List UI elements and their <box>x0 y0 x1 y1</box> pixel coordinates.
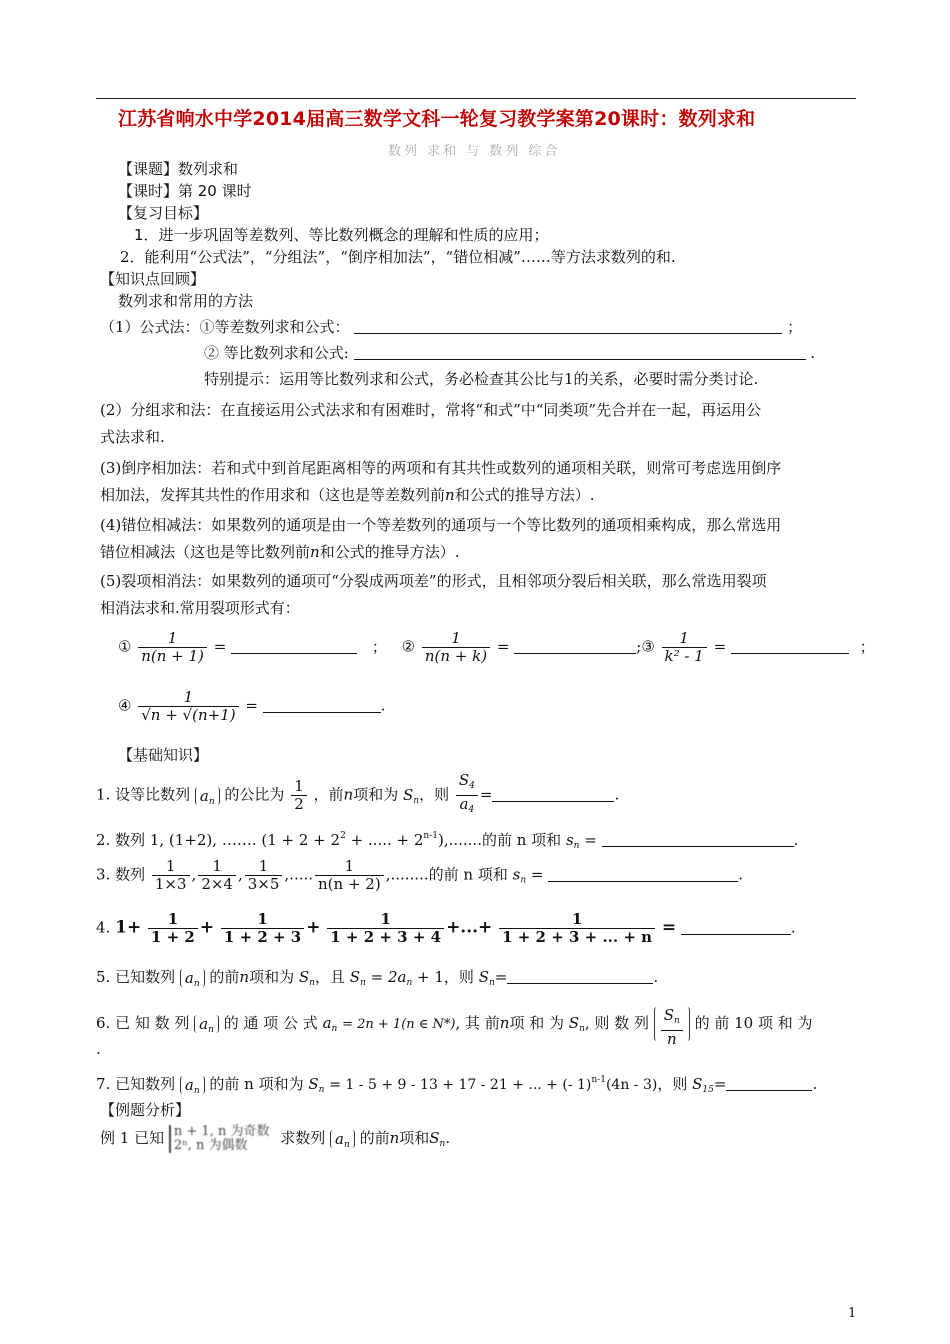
piecewise-definition <box>169 1125 270 1153</box>
circled-1: ① <box>118 637 132 656</box>
question-3: 3. 数列 $\frac{1}{1\times 3}$ , $\frac{1}{2\times 4}$ , $\frac{1}{3\times 5}$ ,..... $\frac{1}{n(n + 2)}$ ,........的前 n 项和 $s_n$ = . <box>96 857 744 893</box>
subscript: n <box>208 1025 214 1035</box>
page-number: 1 <box>848 1306 857 1321</box>
frac-den: 1 + 2 + 3 + 4 <box>330 928 442 946</box>
frac-den: n <box>666 1030 677 1048</box>
question-2 <box>96 829 798 851</box>
formula: = 2n + 1(n ∈ N*) <box>342 1017 456 1032</box>
S-letter: S <box>308 1075 319 1093</box>
frac-den: 2 <box>294 795 304 813</box>
ex1-text-d: 项和 <box>399 1129 430 1147</box>
sequence-brace <box>654 1006 690 1048</box>
subscript: n <box>579 1024 585 1034</box>
frac-num: 1 <box>221 911 304 929</box>
seq-a: a <box>184 969 194 987</box>
q3-text-b: ,........的前 n 项和 <box>385 865 508 884</box>
semicolon: ； <box>371 637 387 656</box>
q5-text-e: ，则 <box>443 968 474 986</box>
var-n: n <box>389 1129 400 1147</box>
q1-text-d: 项和为 <box>353 785 399 804</box>
method-3-line-1: (3)倒序相加法：若和式中到首尾距离相等的两项和有其共性或数列的通项相关联，则常可考虑选用倒序 <box>100 459 782 477</box>
var-n: n <box>310 543 320 561</box>
sequence-brace <box>195 787 220 805</box>
topic-line: 【课题】数列求和 <box>118 160 239 178</box>
fraction <box>152 858 190 893</box>
page-title: 江苏省响水中学2014届高三数学文科一轮复习教学案第20课时：数列求和 <box>118 108 756 130</box>
equals: = <box>494 968 508 986</box>
review-heading: 【知识点回顾】 <box>100 270 206 288</box>
subscript: 4 <box>468 805 475 815</box>
q7-text-c: ，则 <box>657 1075 688 1093</box>
q3-text-a: 3. 数列 <box>96 865 146 884</box>
var-n: n <box>499 1014 510 1032</box>
plus: + <box>306 917 321 938</box>
seq-a: a <box>184 1076 194 1094</box>
question-6-tail: . <box>96 1040 101 1058</box>
ex1-text-b: 求数列 <box>280 1129 326 1147</box>
subscript: n <box>439 1139 446 1149</box>
goals-heading: 【复习目标】 <box>118 204 209 222</box>
subscript: n <box>360 978 366 988</box>
q1-text-a: 1. 设等比数列 <box>96 785 191 804</box>
var-n: n <box>343 785 354 804</box>
superscript: 2 <box>340 831 346 841</box>
superscript: n-1 <box>423 831 438 841</box>
ex1-text-c: 的前 <box>359 1129 390 1147</box>
s-letter: s <box>512 865 521 884</box>
answer-blank[interactable] <box>514 639 636 654</box>
frac-den: n(n + 2) <box>318 875 381 893</box>
answer-blank[interactable] <box>548 867 738 882</box>
frac-den: 2×4 <box>201 875 233 893</box>
period-line: 【课时】第 20 课时 <box>118 182 252 200</box>
fraction <box>315 858 384 893</box>
S-letter: S <box>568 1014 580 1032</box>
frac-num: 1 <box>148 911 198 929</box>
period: . <box>653 968 659 986</box>
fraction-half <box>291 778 307 813</box>
q1-text-e: ，则 <box>419 785 450 804</box>
answer-blank[interactable] <box>231 639 357 654</box>
var-n: n <box>239 968 250 986</box>
method-4-text-a: 错位相减法（这也是等比数列前 <box>100 543 311 561</box>
s-letter: s <box>565 831 574 849</box>
a-letter: a <box>322 1014 332 1032</box>
var-n: n <box>445 486 455 504</box>
frac-num: 1 <box>291 778 307 796</box>
semicolon: ; <box>636 637 642 656</box>
plus: + <box>199 917 215 938</box>
S-letter: S <box>403 785 414 804</box>
question-7 <box>96 1073 817 1095</box>
fraction <box>327 911 444 946</box>
method-1b-line <box>204 342 815 363</box>
formula-tail: (4n - 3) <box>605 1077 658 1093</box>
plus-ellipsis: +...+ <box>446 917 493 938</box>
answer-blank[interactable] <box>681 920 791 935</box>
subscript: n <box>573 841 580 851</box>
frac-num: 1 <box>138 630 207 648</box>
plus: + <box>126 917 142 938</box>
piece-1: n + 1, n 为奇数 <box>173 1124 270 1139</box>
q2-text-a: 2. 数列 1, (1+2), ……. (1 + 2 + 2 <box>96 831 341 849</box>
frac-num: 1 <box>245 858 283 876</box>
fraction <box>148 911 198 946</box>
sequence-brace <box>194 1015 219 1033</box>
frac-den: 3×5 <box>247 875 280 893</box>
examples-heading: 【例题分析】 <box>100 1101 191 1119</box>
fraction-3 <box>662 630 707 665</box>
S-letter: S <box>458 771 470 789</box>
subscript: 4 <box>469 781 475 791</box>
method-3-text-a: 相加法，发挥其共性的作用求和（这也是等差数列前 <box>100 486 446 504</box>
equals: = <box>479 785 493 804</box>
semicolon: ； <box>859 637 875 656</box>
method-4-line-1: (4)错位相减法：如果数列的通项是由一个等差数列的通项与一个等比数列的通项相乘构成，那么常选用 <box>100 516 782 534</box>
q1-text-c: ，前 <box>313 785 344 804</box>
period: . <box>812 1075 818 1093</box>
frac-den: k² - 1 <box>664 647 704 665</box>
method-1-line <box>100 316 802 337</box>
q7-text-a: 7. 已知数列 <box>96 1075 176 1093</box>
subscript: 15 <box>702 1085 714 1095</box>
faded-subtitle: 数列 求和 与 数列 综合 <box>388 144 561 159</box>
fraction-S4-a4 <box>456 772 478 819</box>
q2-text-c: ),.......的前 n 项和 <box>437 831 562 849</box>
circled-3: ③ <box>641 637 655 656</box>
answer-blank[interactable] <box>263 698 381 713</box>
frac-num: 1 <box>327 911 444 929</box>
S-letter: S <box>349 968 361 986</box>
subscript: n <box>331 1024 338 1034</box>
method-2-line-2: 式法求和. <box>100 428 165 446</box>
frac-num: 1 <box>315 858 384 876</box>
equals: = <box>584 831 597 849</box>
q6-text-e: , 则 数 列 <box>584 1014 649 1032</box>
example-1 <box>100 1125 450 1153</box>
question-5 <box>96 966 658 988</box>
subscript: n <box>674 1016 680 1026</box>
fraction <box>221 911 304 946</box>
ex1-text-a: 例 1 已知 <box>100 1129 165 1147</box>
subscript: n <box>488 978 495 988</box>
subscript: n <box>193 979 200 989</box>
goal-1: 1．进一步巩固等差数列、等比数列概念的理解和性质的应用； <box>134 226 549 244</box>
subscript: n <box>318 1085 325 1095</box>
goal-2: 2．能利用“公式法”，“分组法”，“倒序相加法”，“错位相减”……等方法求数列的和. <box>120 248 676 266</box>
question-1 <box>96 772 619 819</box>
q2-text-b: + ..... + 2 <box>345 831 424 849</box>
method-3-text-b: 和公式的推导方法）. <box>454 486 595 504</box>
subscript: n <box>406 978 413 988</box>
answer-blank[interactable] <box>492 787 614 802</box>
sequence-brace <box>180 969 205 987</box>
formula: = 1 - 5 + 9 - 13 + 17 - 21 + ... + (- 1) <box>329 1077 592 1093</box>
q5-text-c: 项和为 <box>249 968 295 986</box>
fraction-2 <box>422 630 490 665</box>
fraction <box>245 858 283 893</box>
S-n <box>403 786 419 804</box>
a-letter: a <box>459 795 469 813</box>
method-1-end: ； <box>787 318 803 336</box>
answer-blank[interactable] <box>726 1076 812 1091</box>
S-letter: S <box>429 1129 440 1147</box>
method-5-line-1: (5)裂项相消法：如果数列的通项可“分裂成两项差”的形式，且相邻项分裂后相关联，那么常选用裂项 <box>100 572 767 590</box>
q6-text-f: 的 前 10 项 和 为 <box>694 1014 813 1032</box>
sequence-brace <box>180 1076 205 1094</box>
q7-text-b: 的前 n 项和为 <box>209 1075 304 1093</box>
piece-2: 2ⁿ, n 为偶数 <box>173 1138 248 1153</box>
S-letter: S <box>692 1075 703 1093</box>
frac-num: 1 <box>138 689 238 707</box>
S-letter: S <box>298 968 310 986</box>
question-4 <box>96 911 796 946</box>
formula: = 2a <box>370 968 407 986</box>
subscript: n <box>343 1140 350 1150</box>
seq-a: a <box>199 786 209 805</box>
method-1b-end: . <box>810 344 816 362</box>
superscript: n-1 <box>591 1075 606 1085</box>
frac-num: 1 <box>152 858 190 876</box>
sequence-brace <box>330 1130 355 1148</box>
q5-text-d: ，且 <box>314 968 345 986</box>
seq-a: a <box>335 1130 344 1148</box>
header-rule <box>96 98 856 99</box>
subscript: n <box>208 796 215 807</box>
method-1b-label: ② 等比数列求和公式: <box>204 344 349 362</box>
method-4-line-2 <box>100 541 459 562</box>
answer-blank[interactable] <box>507 969 653 984</box>
q6-text-b: 的 通 项 公 式 <box>223 1014 318 1032</box>
equals: = <box>661 917 677 938</box>
subscript: n <box>309 978 315 988</box>
frac-den: √n + √(n+1) <box>141 706 236 724</box>
fraction-1 <box>138 630 207 665</box>
S-letter: S <box>478 968 489 986</box>
fraction <box>661 1007 683 1048</box>
answer-blank[interactable] <box>354 345 806 360</box>
period: . <box>614 785 620 804</box>
period: . <box>380 696 386 715</box>
subscript: n <box>413 795 420 806</box>
q6-text-d: 项 和 为 <box>509 1014 565 1032</box>
equals: = <box>496 637 510 656</box>
equals: = <box>713 1075 727 1093</box>
frac-den: 1 + 2 <box>150 928 195 946</box>
equals: = <box>713 637 727 656</box>
frac-den: n(n + k) <box>424 647 488 665</box>
equals: = <box>213 637 227 656</box>
basics-heading: 【基础知识】 <box>118 746 209 764</box>
frac-num: 1 <box>422 630 490 648</box>
subscript: n <box>193 1086 200 1096</box>
q6-text-a: 6. 已 知 数 列 <box>96 1014 190 1032</box>
q5-text-b: 的前 <box>209 968 240 986</box>
frac-den: n(n + 1) <box>141 647 204 665</box>
split-form-4-row <box>118 689 386 724</box>
split-forms-row <box>118 630 875 665</box>
answer-blank[interactable] <box>354 319 782 334</box>
q4-text-a: 4. <box>96 918 111 937</box>
method-5-line-2: 相消法求和.常用裂项形式有： <box>100 599 300 617</box>
term-one: 1 <box>115 917 127 938</box>
fraction-4 <box>138 689 238 724</box>
method-4-text-b: 和公式的推导方法）. <box>319 543 460 561</box>
method-2-line-1: (2）分组求和法：在直接运用公式法求和有困难时，常将“和式”中“同类项”先合并在一起，再运用公 <box>100 401 762 419</box>
circled-2: ② <box>401 637 416 656</box>
period: . <box>738 865 744 884</box>
fraction <box>499 911 655 946</box>
equals: = <box>530 865 544 884</box>
frac-num: 1 <box>662 630 707 648</box>
method-1-label: （1）公式法：①等差数列求和公式： <box>100 318 350 336</box>
answer-blank[interactable] <box>731 639 849 654</box>
seq-a: a <box>199 1015 209 1033</box>
frac-den: 1 + 2 + 3 + ... + n <box>502 928 653 946</box>
question-6 <box>96 1006 813 1048</box>
q6-text-c: , 其 前 <box>455 1014 500 1032</box>
subscript: n <box>520 875 527 886</box>
review-intro: 数列求和常用的方法 <box>118 292 254 310</box>
q1-text-b: 的公比为 <box>224 785 285 804</box>
q5-text-a: 5. 已知数列 <box>96 968 176 986</box>
period: . <box>790 918 796 937</box>
method-3-line-2 <box>100 484 594 505</box>
equals: = <box>245 696 258 715</box>
frac-num: 1 <box>499 911 655 929</box>
period: . <box>445 1129 451 1147</box>
period: . <box>793 831 799 849</box>
answer-blank[interactable] <box>602 832 794 847</box>
formula-tail: + 1 <box>412 968 444 986</box>
frac-num: 1 <box>198 858 236 876</box>
circled-4: ④ <box>118 696 132 715</box>
frac-den: 1×3 <box>154 875 187 893</box>
fraction <box>198 858 236 893</box>
S-letter: S <box>663 1006 675 1024</box>
special-tip: 特别提示：运用等比数列求和公式，务必检查其公比与1的关系，必要时需分类讨论. <box>204 370 759 388</box>
frac-den: 1 + 2 + 3 <box>223 928 302 946</box>
